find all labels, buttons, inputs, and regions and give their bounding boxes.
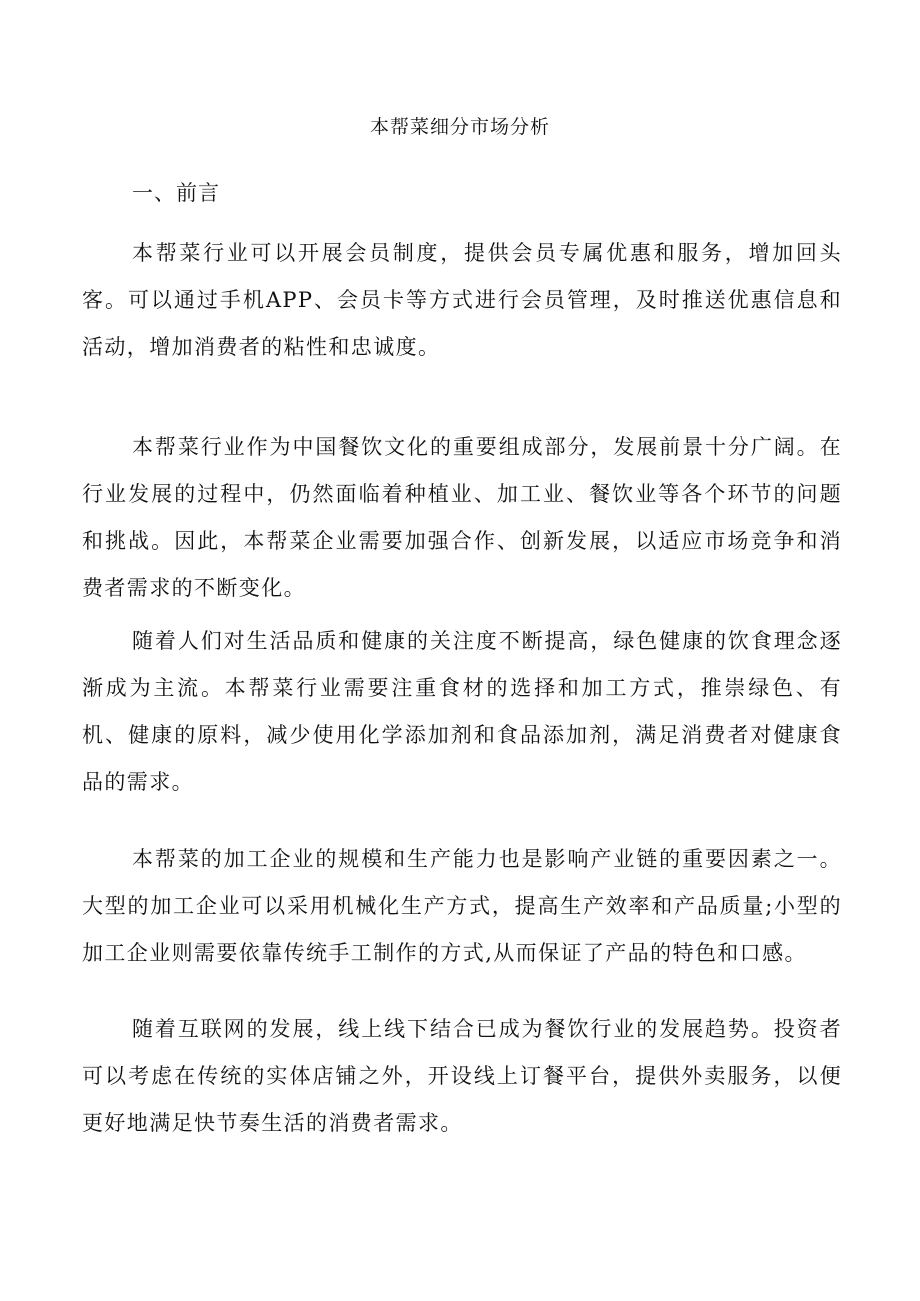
paragraph-online-offline: 随着互联网的发展，线上线下结合已成为餐饮行业的发展趋势。投资者可以考虑在传统的实体店铺之外，开设线上订餐平台，提供外卖服务，以便更好地满足快节奏生活的消费者需求。: [82, 1017, 842, 1135]
paragraph-green-health: 随着人们对生活品质和健康的关注度不断提高，绿色健康的饮食理念逐渐成为主流。本帮菜行业需要注重食材的选择和加工方式，推崇绿色、有机、健康的原料，减少使用化学添加剂和食品添加剂，满足消费者对健康食品的需求。: [82, 629, 842, 794]
section-heading: 一、前言: [132, 181, 220, 205]
paragraph-industry-outlook: 本帮菜行业作为中国餐饮文化的重要组成部分，发展前景十分广阔。在行业发展的过程中，仍然面临着种植业、加工业、餐饮业等各个环节的问题和挑战。因此，本帮菜企业需要加强合作、创新发展，以适应市场竞争和消费者需求的不断变化。: [82, 435, 842, 600]
paragraph-processing-scale: 本帮菜的加工企业的规模和生产能力也是影响产业链的重要因素之一。大型的加工企业可以采用机械化生产方式，提高生产效率和产品质量;小型的加工企业则需要依靠传统手工制作的方式,从而保证了产品的特色和口感。: [82, 847, 842, 965]
paragraph-membership: 本帮菜行业可以开展会员制度，提供会员专属优惠和服务，增加回头客。可以通过手机APP、会员卡等方式进行会员管理，及时推送优惠信息和活动，增加消费者的粘性和忠诚度。: [82, 241, 842, 359]
document-title: 本帮菜细分市场分析: [369, 116, 550, 138]
